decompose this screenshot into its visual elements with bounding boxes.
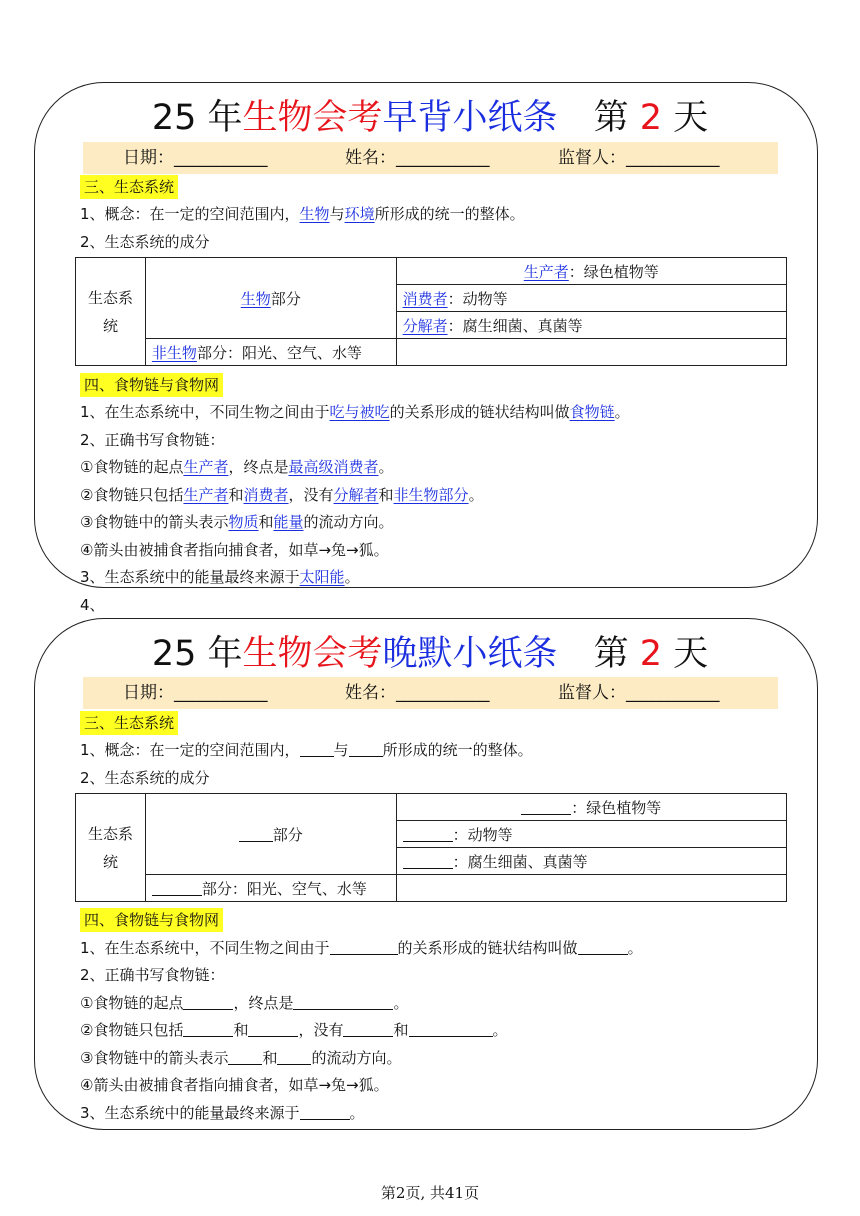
text: 和: [228, 486, 244, 504]
write-chain-line: 2、正确书写食物链：: [80, 431, 225, 449]
rule-3: [80, 511, 394, 533]
blank[interactable]: [183, 995, 233, 1010]
section-4-heading: 四、食物链与食物网: [80, 908, 223, 932]
text: 1、在生态系统中，不同生物之间由于: [80, 939, 330, 957]
text: 1、概念：在一定的空间范围内，: [80, 205, 300, 223]
ecosystem-cell: [76, 258, 146, 366]
text: 3、生态系统中的能量最终来源于: [80, 568, 300, 586]
name-field: 姓名：___________: [345, 148, 490, 168]
answer: 最高级消费者: [288, 458, 379, 476]
supervisor-field: 监督人：___________: [558, 683, 720, 703]
text: 。: [492, 1021, 508, 1039]
text: ，终点是: [233, 994, 294, 1012]
blank[interactable]: [248, 1022, 298, 1037]
blank[interactable]: [228, 1050, 262, 1065]
consumer-cell: [396, 285, 786, 312]
text: 1、在生态系统中，不同生物之间由于: [80, 403, 330, 421]
producer-cell: [396, 258, 786, 285]
title-red: 生物会考: [242, 634, 383, 674]
blank[interactable]: [349, 742, 383, 757]
text: 生态系统: [87, 288, 133, 335]
biotic-cell: [145, 258, 396, 339]
text: 的关系形成的链状结构叫做: [397, 939, 578, 957]
text: 和: [378, 486, 394, 504]
empty-cell: [396, 875, 786, 902]
blank[interactable]: [521, 800, 571, 815]
answer-biotic: 生物: [240, 289, 271, 308]
food-chain-def: [80, 937, 643, 959]
blank[interactable]: [239, 827, 273, 842]
text: 部分：阳光、空气、水等: [201, 879, 367, 898]
text: ，没有: [288, 486, 334, 504]
blank[interactable]: [409, 1022, 493, 1037]
rule-2: [80, 1019, 508, 1041]
title-day-suffix: 天: [661, 634, 709, 674]
answer-abiotic: 非生物: [151, 343, 197, 362]
decomposer-cell: [396, 848, 786, 875]
text: 的关系形成的链状结构叫做: [389, 403, 570, 421]
text: ，没有: [298, 1021, 344, 1039]
answer: 太阳能: [299, 568, 345, 586]
page-footer: 第2页, 共41页: [380, 1184, 480, 1202]
producer-cell: [396, 794, 786, 821]
title-day-num: 2: [639, 98, 662, 138]
text: 与: [333, 741, 349, 759]
answer: 物质: [228, 513, 259, 531]
blank[interactable]: [183, 1022, 233, 1037]
blank[interactable]: [300, 742, 334, 757]
title-year: 25 年: [151, 98, 243, 138]
answer: 能量: [273, 513, 304, 531]
answer-producer: 生产者: [523, 262, 569, 281]
blank[interactable]: [330, 940, 398, 955]
text: 。: [627, 939, 643, 957]
answer-consumer: 消费者: [402, 289, 448, 308]
text: 。: [614, 403, 630, 421]
title-blue: 晚默小纸条: [382, 634, 558, 674]
text: 和: [233, 1021, 249, 1039]
food-chain-def: [80, 401, 630, 423]
card1-datebar: [83, 142, 778, 174]
text: 。: [378, 458, 394, 476]
rule-3: [80, 1047, 401, 1069]
answer-decomposer: 分解者: [402, 316, 448, 335]
text: ②食物链只包括: [80, 1021, 184, 1039]
text: 部分: [272, 825, 303, 844]
section-3-heading: 三、生态系统: [80, 711, 178, 735]
text: ②食物链只包括: [80, 486, 184, 504]
write-chain-line: 2、正确书写食物链：: [80, 966, 225, 984]
card1-title: [0, 90, 860, 140]
rule-1: [80, 992, 408, 1014]
title-day-suffix: 天: [661, 98, 709, 138]
text: ：动物等: [447, 289, 508, 308]
text: ③食物链中的箭头表示: [80, 513, 229, 531]
title-day-prefix: 第: [593, 98, 640, 138]
answer: 吃与被吃: [329, 403, 390, 421]
blank[interactable]: [152, 881, 202, 896]
blank[interactable]: [403, 827, 453, 842]
title-red: 生物会考: [242, 98, 383, 138]
concept-line: [80, 203, 525, 225]
answer: 食物链: [569, 403, 615, 421]
ecosystem-cell: [76, 794, 146, 902]
consumer-cell: [396, 821, 786, 848]
answer: 生产者: [183, 458, 229, 476]
text: 。: [393, 994, 409, 1012]
text: 和: [262, 1049, 278, 1067]
supervisor-field: 监督人：___________: [558, 148, 720, 168]
text: 所形成的统一的整体。: [382, 741, 533, 759]
date-field: 日期：___________: [123, 683, 268, 703]
empty-cell: [396, 339, 786, 366]
text: 。: [468, 486, 484, 504]
title-blue: 早背小纸条: [382, 98, 558, 138]
blank[interactable]: [293, 995, 393, 1010]
text: ：腐生细菌、真菌等: [447, 316, 583, 335]
blank[interactable]: [343, 1022, 393, 1037]
answer: 分解者: [333, 486, 379, 504]
text: 部分：阳光、空气、水等: [196, 343, 362, 362]
text: 。: [344, 568, 360, 586]
card2-title: [0, 626, 860, 676]
energy-line: [80, 566, 360, 588]
concept-line: [80, 739, 533, 761]
text: 。: [349, 1104, 365, 1122]
text: 3、生态系统中的能量最终来源于: [80, 1104, 300, 1122]
answer-organism: 生物: [299, 205, 330, 223]
answer: 消费者: [243, 486, 289, 504]
abiotic-cell: [145, 339, 396, 366]
answer-environment: 环境: [344, 205, 375, 223]
text: ，终点是: [228, 458, 289, 476]
abiotic-cell: [145, 875, 396, 902]
energy-line: [80, 1102, 365, 1124]
text: 部分: [270, 289, 301, 308]
rule-2: [80, 484, 484, 506]
decomposer-cell: [396, 312, 786, 339]
section-3-heading: 三、生态系统: [80, 175, 178, 199]
text: 与: [329, 205, 345, 223]
text: 所形成的统一的整体。: [374, 205, 525, 223]
blank[interactable]: [403, 854, 453, 869]
text: 和: [258, 513, 274, 531]
components-line: 2、生态系统的成分: [80, 233, 210, 251]
text: ：腐生细菌、真菌等: [452, 852, 588, 871]
text: ①食物链的起点: [80, 458, 184, 476]
text: 1、概念：在一定的空间范围内，: [80, 741, 300, 759]
card2-datebar: [83, 677, 778, 709]
text: 和: [393, 1021, 409, 1039]
answer: 生产者: [183, 486, 229, 504]
title-day-prefix: 第: [593, 634, 640, 674]
rule-4: ④箭头由被捕食者指向捕食者，如草→兔→狐。: [80, 541, 389, 559]
title-year: 25 年: [151, 634, 243, 674]
rule-4: ④箭头由被捕食者指向捕食者，如草→兔→狐。: [80, 1076, 389, 1094]
title-day-num: 2: [639, 634, 662, 674]
text: ：绿色植物等: [568, 262, 659, 281]
text: ③食物链中的箭头表示: [80, 1049, 229, 1067]
text: ①食物链的起点: [80, 994, 184, 1012]
ecosystem-table: [75, 793, 787, 902]
biotic-cell: [145, 794, 396, 875]
stray-number: 4、: [80, 596, 105, 614]
date-field: 日期：___________: [123, 148, 268, 168]
text: 的流动方向。: [311, 1049, 402, 1067]
name-field: 姓名：___________: [345, 683, 490, 703]
answer: 非生物部分: [393, 486, 469, 504]
text: 的流动方向。: [303, 513, 394, 531]
components-line: 2、生态系统的成分: [80, 769, 210, 787]
blank[interactable]: [578, 940, 628, 955]
text: ：绿色植物等: [571, 798, 662, 817]
blank[interactable]: [277, 1050, 311, 1065]
ecosystem-table: [75, 257, 787, 366]
blank[interactable]: [300, 1105, 350, 1120]
text: 生态系统: [87, 824, 133, 871]
text: ：动物等: [452, 825, 513, 844]
rule-1: [80, 456, 394, 478]
section-4-heading: 四、食物链与食物网: [80, 373, 223, 397]
